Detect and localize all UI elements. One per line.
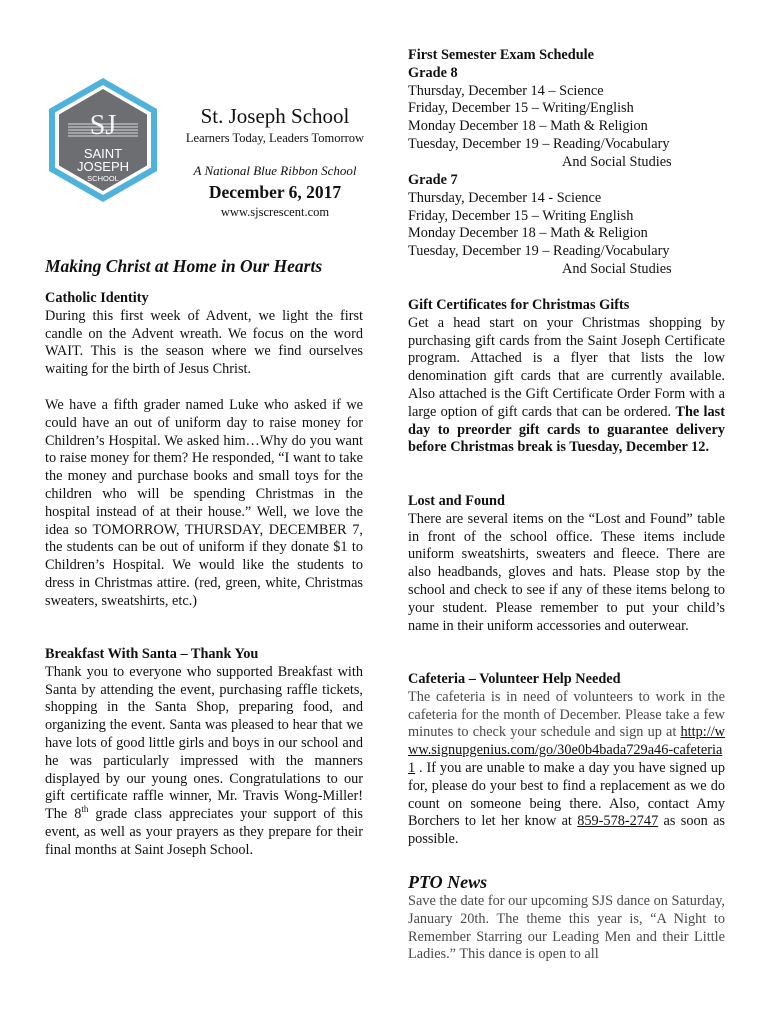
grade7-item: Friday, December 15 – Writing English [408, 207, 634, 224]
exam-heading: First Semester Exam Schedule [408, 47, 594, 63]
masthead [182, 104, 368, 220]
grade8-item: And Social Studies [562, 153, 672, 170]
grade8-item: Tuesday, December 19 – Reading/Vocabulary [408, 135, 670, 152]
grade7-item: Monday December 18 – Math & Religion [408, 225, 648, 242]
cafeteria-heading: Cafeteria – Volunteer Help Needed [408, 671, 621, 687]
grade7-item: And Social Studies [562, 260, 672, 277]
signup-link[interactable]: http://www.signupgenius.com/go/30e0b4bada729a46-cafeteria1 [408, 724, 725, 776]
grade7-label: Grade 7 [408, 172, 458, 188]
gift-text: Get a head start on your Christmas shopping by purchasing gift cards from the Saint Joseph Certificate program. Attached is a flyer that lists the low denomination gift cards that are currently available. Also attached is the Gift Certificate Order Form with a large option of gift cards that can be ordered. The last day to preorder gift cards to guarantee delivery before Christmas break is Tuesday, December 12. [408, 314, 725, 456]
pto-heading: PTO News [408, 872, 488, 892]
catholic-identity-p1: During this first week of Advent, we light the first candle on the Advent wreath. We focus on the word WAIT. This is the season where we find ourselves waiting for the birth of Jesus Christ. [45, 307, 363, 378]
logo-text-line2: JOSEPH [76, 159, 130, 174]
grade8-item: Friday, December 15 – Writing/English [408, 100, 634, 117]
phone-link[interactable]: 859-578-2747 [577, 813, 659, 830]
logo-monogram: SJ [89, 110, 117, 141]
tagline: Learners Today, Leaders Tomorrow [185, 131, 365, 145]
gift-heading: Gift Certificates for Christmas Gifts [408, 297, 630, 313]
award-line: A National Blue Ribbon School [193, 163, 357, 178]
school-logo [46, 76, 160, 204]
grade8-label: Grade 8 [408, 64, 458, 81]
catholic-identity-p2: We have a fifth grader named Luke who asked if we could have an out of uniform day to raise money for Children’s Hospital. We asked him…Why do you want to raise money for them? He responded, “I want to take the money and purchase books and small toys for the children who will be spending Christmas in the hospital instead of at their house.” Well, we love the idea so TOMORROW, THURSDAY, DECEMBER 7, the students can be out of uniform if they donate $1 to Children’s Hospital. We would like the students to dress in Christmas attire. (red, green, white, Christmas sweaters, sweatshirts, etc.) [45, 397, 363, 609]
grade8-item: Thursday, December 14 – Science [408, 82, 604, 99]
website: www.sjscrescent.com [220, 205, 330, 219]
catholic-identity-heading: Catholic Identity [45, 290, 149, 306]
logo-text-line3: SCHOOL [87, 174, 119, 183]
school-name: St. Joseph School [200, 104, 350, 128]
newsletter-date: December 6, 2017 [208, 182, 342, 202]
breakfast-text: Thank you to everyone who supported Breakfast with Santa by attending the event, purchasing raffle tickets, shopping in the Santa Shop, preparing food, and organizing the event. Santa was pleased to hear that we have lots of good little girls and boys in our school and he was particularly impressed with the manners displayed by our young ones. Congratulations to our gift certificate raffle winner, Mr. Travis Wong-Miller! The 8th grade class appreciates your support of this event, as well as your prayers as they prepare for their final months at Saint Joseph School. [45, 663, 363, 858]
lost-found-text: There are several items on the “Lost and Found” table in front of the school office. These items include uniform sweatshirts, sweaters and fleece. There are also headbands, gloves and hats. Please stop by the school and check to see if any of these items belong to your student. Please remember to put your child’s name in their uniform accessories and outerwear. [408, 510, 725, 634]
grade7-item: Tuesday, December 19 – Reading/Vocabulary [408, 243, 670, 260]
logo-text-line1: SAINT [83, 146, 123, 161]
cafeteria-text: The cafeteria is in need of volunteers to work in the cafeteria for the month of December. Please take a few minutes to check your schedule and sign up at http://www.signupgenius.com/go/30e0b4bada729a46-cafeteria1 . If you are unable to make a day you have signed up for, please do your best to find a replacement as we do count on someone being there. Also, contact Amy Borchers to let her know at 859-578-2747 as soon as possible. [408, 688, 725, 848]
pto-text: Save the date for our upcoming SJS dance on Saturday, January 20th. The theme this year is, “A Night to Remember Starring our Leading Men and their Little Ladies.” This dance is open to all [408, 893, 725, 963]
main-heading: Making Christ at Home in Our Hearts [45, 256, 323, 276]
grade8-item: Monday December 18 – Math & Religion [408, 118, 648, 135]
breakfast-heading: Breakfast With Santa – Thank You [45, 646, 259, 662]
lost-found-heading: Lost and Found [408, 493, 505, 509]
grade7-item: Thursday, December 14 - Science [408, 189, 602, 206]
